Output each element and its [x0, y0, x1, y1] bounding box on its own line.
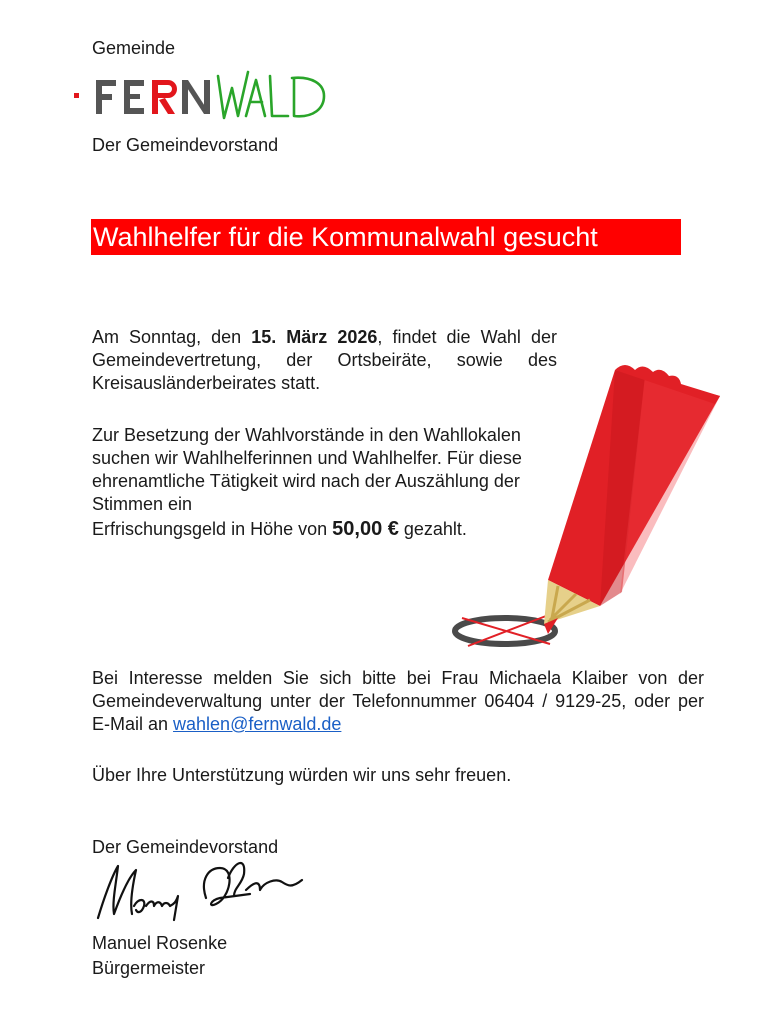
logo-letter-r: [152, 80, 177, 114]
p1-before: Am Sonntag, den: [92, 327, 252, 347]
election-date: 15. März 2026: [251, 327, 378, 347]
p2-line-before: Erfrischungsgeld in Höhe von: [92, 519, 333, 539]
headline-banner: Wahlhelfer für die Kommunalwahl gesucht: [91, 219, 681, 255]
contact-text: Bei Interesse melden Sie sich bitte bei Frau Michaela Klaiber von der Gemeindeverwaltung unter der Telefonnummer 06404 / 9129-25, oder per E-Mail an: [92, 668, 704, 734]
municipality-label: Gemeinde: [92, 38, 176, 58]
fernwald-logo: [72, 68, 332, 130]
logo-red-dash: [74, 93, 79, 98]
p2-line-after: gezahlt.: [398, 519, 467, 539]
red-pencil-ballot-icon: [440, 356, 740, 656]
logo-letter-n: [182, 80, 210, 114]
thanks-paragraph: Über Ihre Unterstützung würden wir uns sehr freuen.: [92, 765, 512, 785]
signature: [88, 848, 308, 938]
crossed-circle-icon: [455, 616, 555, 646]
signer-title: Bürgermeister: [92, 958, 206, 978]
signer-name: Manuel Rosenke: [92, 933, 228, 953]
payment-amount: 50,00 €: [332, 518, 399, 540]
contact-paragraph: [92, 667, 704, 736]
email-link[interactable]: wahlen@fernwald.de: [173, 714, 342, 734]
closing-board: Der Gemeindevorstand: [92, 837, 279, 857]
logo-wald-script: [218, 72, 324, 118]
p1-after: , findet die Wahl der Gemeindevertretung, der Ortsbeiräte, sowie des Kreisausländerbeirates statt.: [92, 327, 557, 393]
logo-letters-fern: [96, 80, 144, 114]
p2-main: Zur Besetzung der Wahlvorstände in den Wahllokalen suchen wir Wahlhelferinnen und Wahlhelfer. Für diese ehrenamtliche Tätigkeit wird nach der Auszählung der Stimmen ein: [92, 425, 522, 514]
board-label: Der Gemeindevorstand: [92, 135, 279, 155]
pencil-body: [544, 365, 720, 634]
